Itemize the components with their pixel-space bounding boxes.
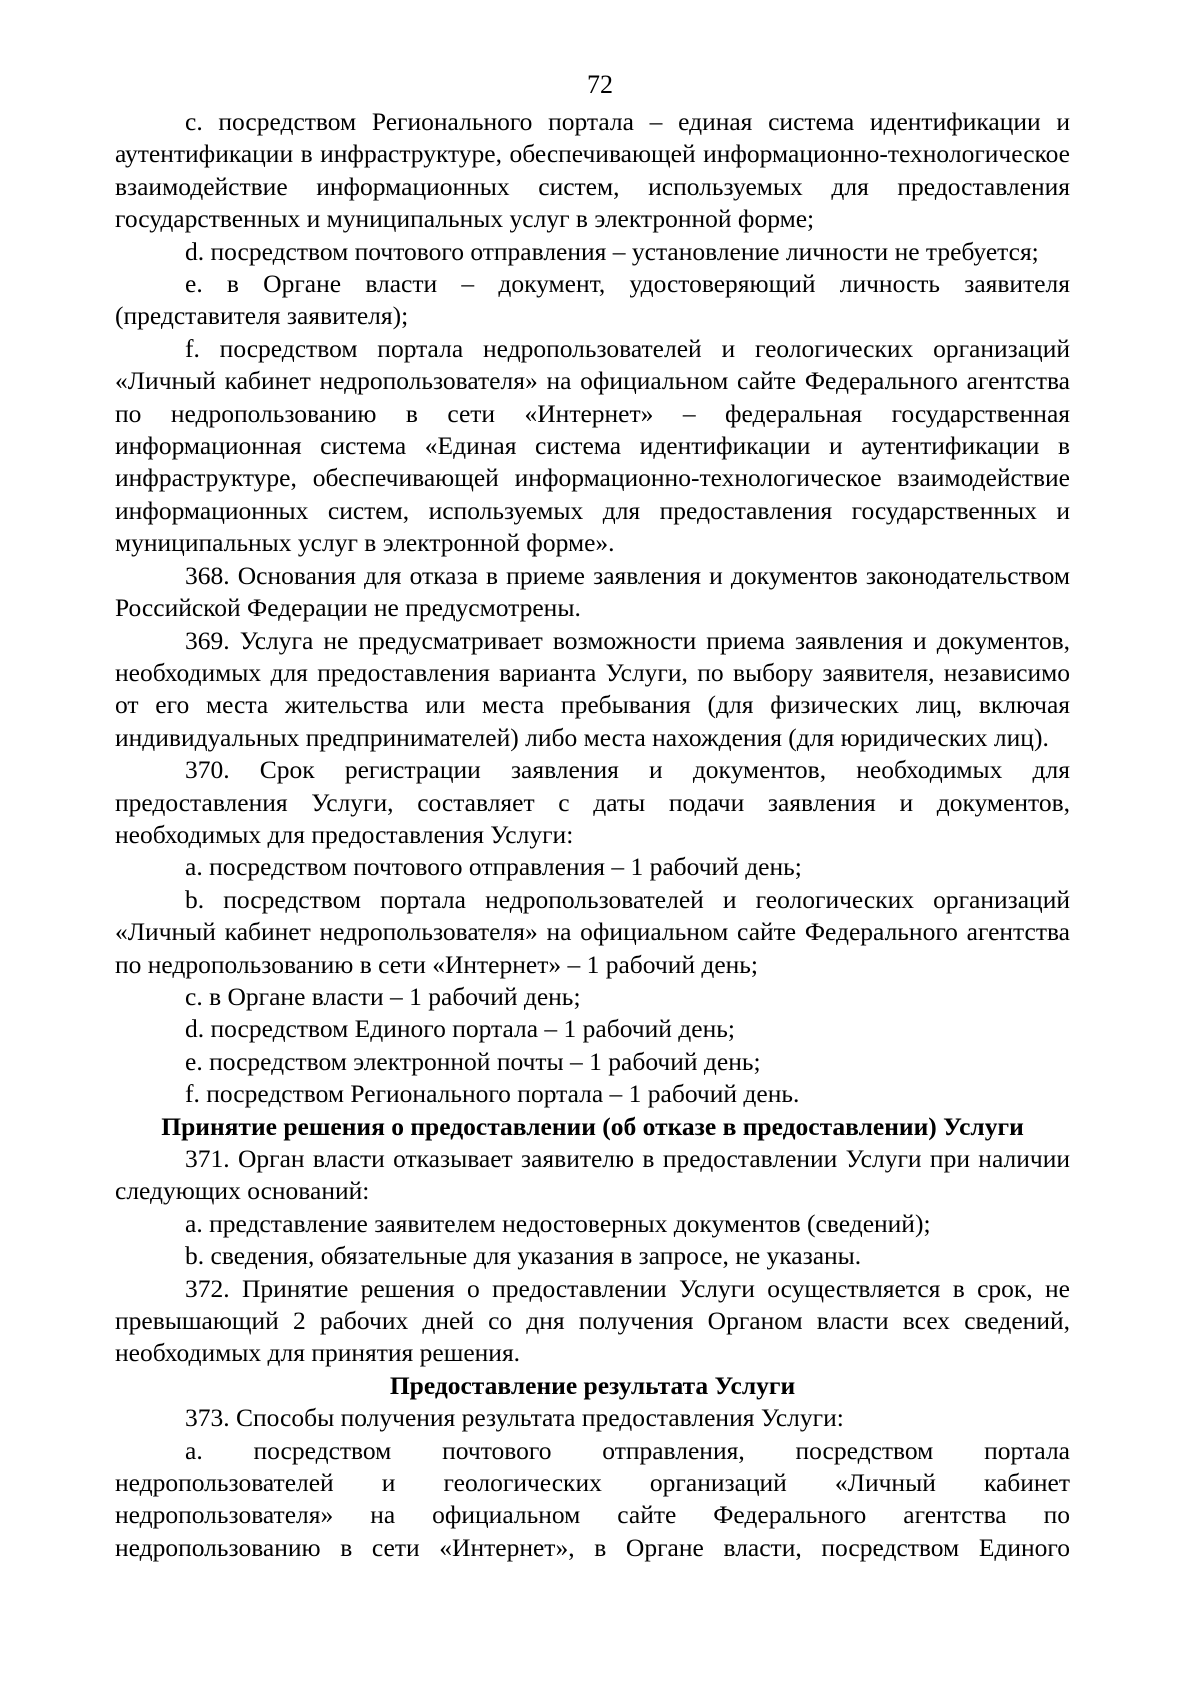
- paragraph: 371. Орган власти отказывает заявителю в предоставлении Услуги при наличии следующих оснований:: [115, 1144, 1070, 1206]
- paragraph: d. посредством Единого портала – 1 рабочий день;: [185, 1014, 735, 1044]
- paragraph: b. сведения, обязательные для указания в запросе, не указаны.: [185, 1241, 862, 1271]
- paragraph: e. в Органе власти – документ, удостоверяющий личность заявителя (представителя заявителя);: [115, 269, 1070, 331]
- section-heading: Предоставление результата Услуги: [389, 1370, 796, 1400]
- paragraph: a. представление заявителем недостоверных документов (сведений);: [185, 1208, 931, 1238]
- paragraph: c. в Органе власти – 1 рабочий день;: [185, 981, 581, 1011]
- paragraph: a. посредством почтового отправления, посредством портала недропользователей и геологических организаций «Личный кабинет недропользователя» на официальном сайте Федерального агентства по недропользованию в сети «Интернет», в Органе власти, посредством Единого: [115, 1435, 1070, 1562]
- document-body: [115, 106, 1070, 1564]
- section-heading: Принятие решения о предоставлении (об отказе в предоставлении) Услуги: [161, 1111, 1024, 1141]
- paragraph: d. посредством почтового отправления – установление личности не требуется;: [185, 236, 1039, 266]
- paragraph: 368. Основания для отказа в приеме заявления и документов законодательством Российской Федерации не предусмотрены.: [115, 560, 1070, 623]
- paragraph: b. посредством портала недропользователей и геологических организаций «Личный кабинет недропользователя» на официальном сайте Федерального агентства по недропользованию в сети «Интернет» – 1 рабочий день;: [115, 884, 1070, 979]
- page-number: 72: [587, 70, 613, 99]
- paragraph: 373. Способы получения результата предоставления Услуги:: [185, 1403, 844, 1433]
- paragraph: c. посредством Регионального портала – единая система идентификации и аутентификации в инфраструктуре, обеспечивающей информационно-технологическое взаимодействие информационных систем, используемых для предоставления государственных и муниципальных услуг в электронной форме;: [115, 107, 1070, 234]
- paragraph: f. посредством портала недропользователей и геологических организаций «Личный кабинет недропользователя» на официальном сайте Федерального агентства по недропользованию в сети «Интернет» – федеральная государственная информационная система «Единая система идентификации и аутентификации в инфраструктуре, обеспечивающей информационно-технологическое взаимодействие информационных систем, используемых для предоставления государственных и муниципальных услуг в электронной форме».: [115, 333, 1070, 558]
- paragraph: 369. Услуга не предусматривает возможности приема заявления и документов, необходимых для предоставления варианта Услуги, по выбору заявителя, независимо от его места жительства или места пребывания (для физических лиц, включая индивидуальных предпринимателей) либо места нахождения (для юридических лиц).: [115, 625, 1070, 752]
- paragraph: 370. Срок регистрации заявления и документов, необходимых для предоставления Услуги, составляет с даты подачи заявления и документов, необходимых для предоставления Услуги:: [115, 755, 1070, 849]
- paragraph: 372. Принятие решения о предоставлении Услуги осуществляется в срок, не превышающий 2 рабочих дней со дня получения Органом власти всех сведений, необходимых для принятия решения.: [115, 1273, 1070, 1368]
- paragraph: a. посредством почтового отправления – 1 рабочий день;: [185, 852, 802, 882]
- paragraph: f. посредством Регионального портала – 1 рабочий день.: [185, 1079, 800, 1109]
- paragraph: e. посредством электронной почты – 1 рабочий день;: [185, 1046, 761, 1076]
